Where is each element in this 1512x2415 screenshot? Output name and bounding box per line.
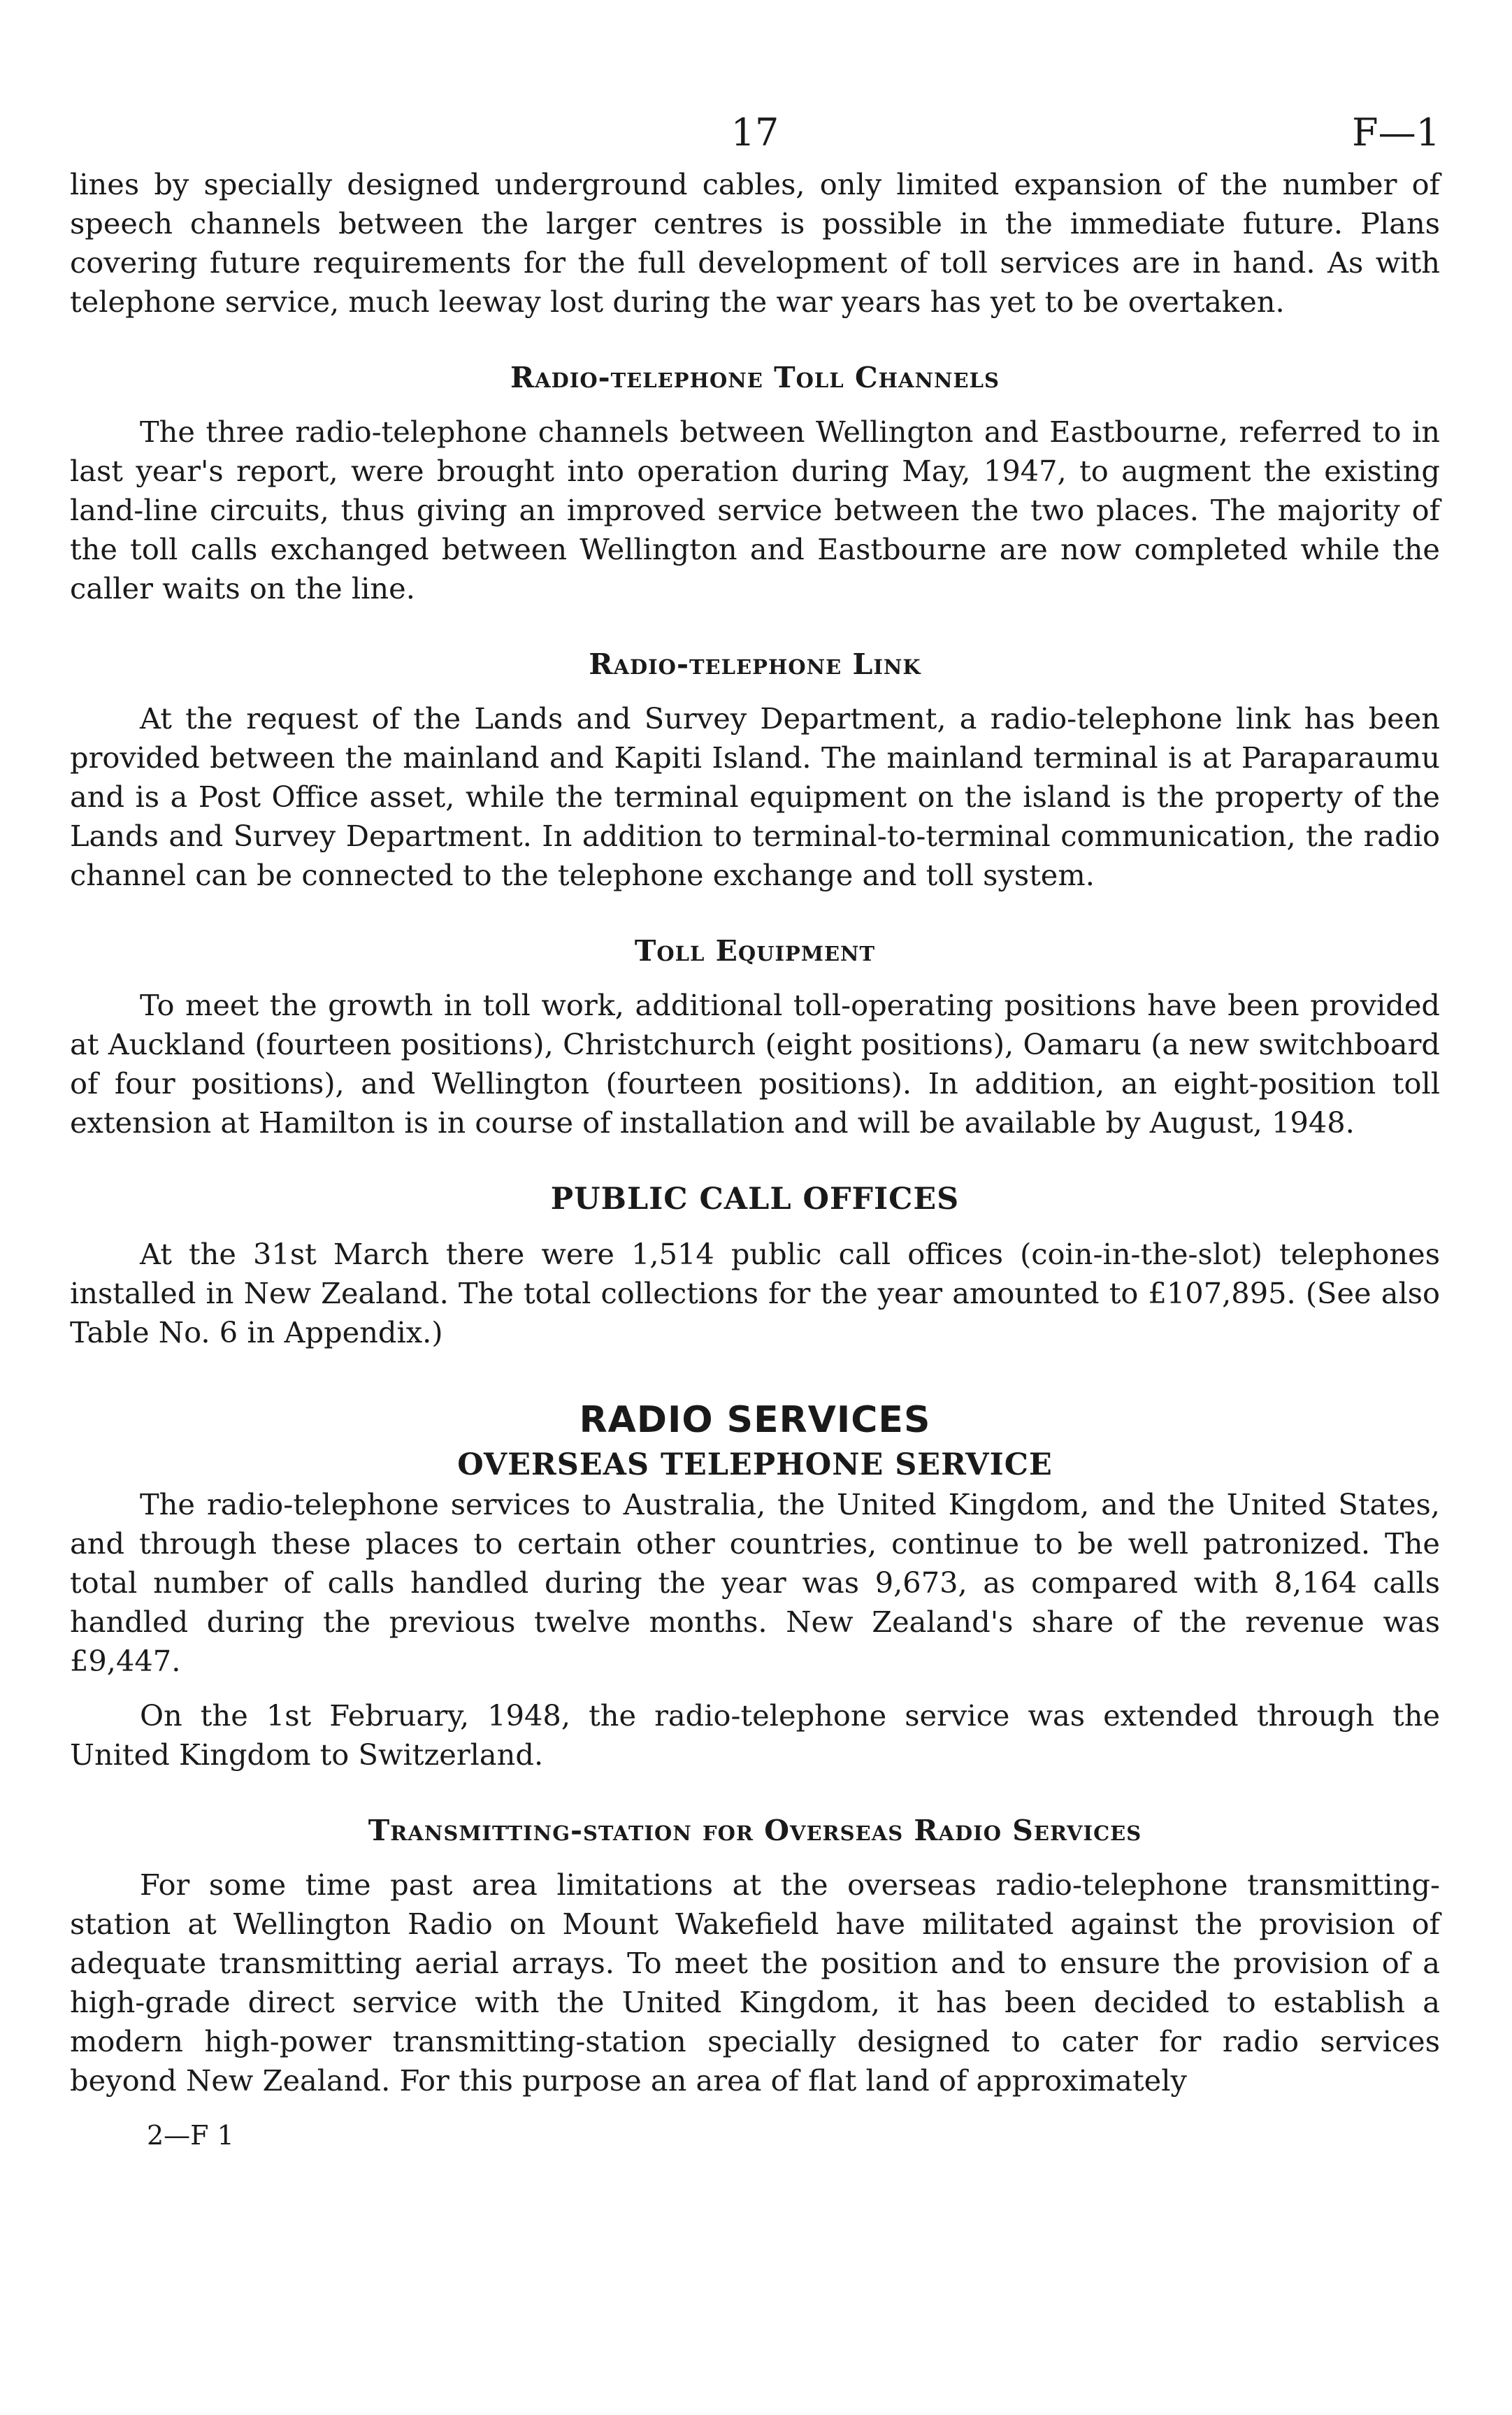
signature-mark: 2—F 1 <box>147 2120 234 2151</box>
heading-radio-services: RADIO SERVICES <box>579 1399 931 1441</box>
paragraph-toll-equipment: To meet the growth in toll work, additional toll-operating positions have been provided at Auckland (fourteen positions), Christchurch (eight positions), Oamaru (a new switchboard of four positions), and Wellington (fourteen positions). In addition, an eight-position toll extension at Hamilton is in course of installation and will be available by August, 1948. <box>70 988 1440 1140</box>
heading-transmitting-station: Transmitting-station for Overseas Radio Services <box>368 1814 1142 1847</box>
document-page <box>70 105 1440 2155</box>
paragraph-overseas-telephone-service-1: The radio-telephone services to Australia, the United Kingdom, and the United States, and through these places to certain other countries, continue to be well patronized. The total number of calls handled during the year was 9,673, as compared with 8,164 calls handled during the previous twelve months. New Zealand's share of the revenue was £9,447. <box>70 1487 1440 1678</box>
paragraph-public-call-offices: At the 31st March there were 1,514 public call offices (coin-in-the-slot) telephones installed in New Zealand. The total collections for the year amounted to £107,895. (See also Table No. 6 in Appendix.) <box>70 1237 1440 1349</box>
heading-toll-equipment: Toll Equipment <box>634 934 876 968</box>
paragraph-radio-telephone-toll-channels: The three radio-telephone channels between Wellington and Eastbourne, referred to in last year's report, were brought into operation during May, 1947, to augment the existing land-line circuits, thus giving an improved service between the two places. The majority of the toll calls exchanged between Wellington and Eastbourne are now completed while the caller waits on the line. <box>70 415 1440 605</box>
heading-radio-telephone-link: Radio-telephone Link <box>589 647 921 681</box>
intro-paragraph: lines by specially designed underground cables, only limited expansion of the number of speech channels between the larger centres is possible in the immediate future. Plans covering future requirements for the full development of toll services are in hand. As with telephone service, much leeway lost during the war years has yet to be overtaken. <box>70 167 1440 319</box>
page-header <box>70 105 1440 161</box>
heading-public-call-offices: PUBLIC CALL OFFICES <box>550 1182 960 1217</box>
document-reference: F—1 <box>1352 110 1440 155</box>
heading-overseas-telephone-service: OVERSEAS TELEPHONE SERVICE <box>457 1447 1053 1482</box>
paragraph-overseas-telephone-service-2: On the 1st February, 1948, the radio-telephone service was extended through the United Kingdom to Switzerland. <box>70 1698 1440 1772</box>
paragraph-transmitting-station: For some time past area limitations at the overseas radio-telephone transmitting-station at Wellington Radio on Mount Wakefield have militated against the provision of adequate transmitting aerial arrays. To meet the position and to ensure the provision of a high-grade direct service with the United Kingdom, it has been decided to establish a modern high-power transmitting-station specially designed to cater for radio services beyond New Zealand. For this purpose an area of flat land of approximately <box>70 1868 1440 2098</box>
paragraph-radio-telephone-link: At the request of the Lands and Survey Department, a radio-telephone link has been provided between the mainland and Kapiti Island. The mainland terminal is at Paraparaumu and is a Post Office asset, while the terminal equipment on the island is the property of the Lands and Survey Department. In addition to terminal-to-terminal communication, the radio channel can be connected to the telephone exchange and toll system. <box>70 701 1440 892</box>
heading-radio-telephone-toll-channels: Radio-telephone Toll Channels <box>510 361 1000 394</box>
page-number: 17 <box>730 110 779 155</box>
